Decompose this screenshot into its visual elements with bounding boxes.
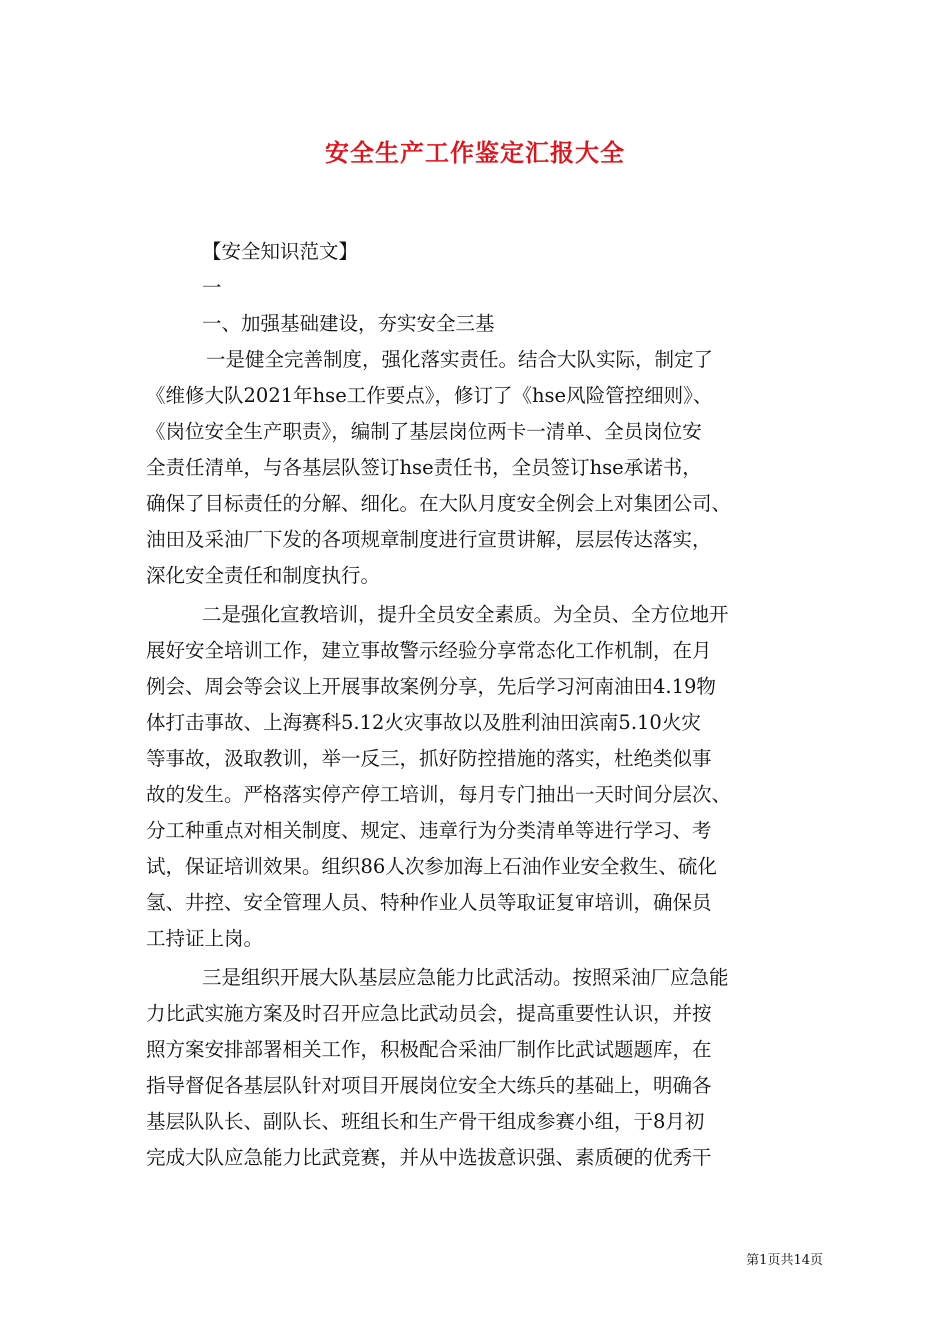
paragraph-line: 等事故，汲取教训，举一反三，抓好防控措施的落实，杜绝类似事 bbox=[146, 747, 712, 770]
document-body bbox=[146, 234, 810, 1176]
section-heading: 一、加强基础建设，夯实安全三基 bbox=[202, 312, 495, 335]
paragraph-line: 二是强化宣教培训，提升全员安全素质。为全员、全方位地开 bbox=[202, 603, 729, 626]
paragraph-line: 分工种重点对相关制度、规定、违章行为分类清单等进行学习、考 bbox=[146, 819, 712, 842]
paragraph-line: 照方案安排部署相关工作，积极配合采油厂制作比武试题题库，在 bbox=[146, 1038, 712, 1061]
paragraph-line: 三是组织开展大队基层应急能力比武活动。按照采油厂应急能 bbox=[202, 966, 729, 989]
paragraph-line: 试，保证培训效果。组织86人次参加海上石油作业安全救生、硫化 bbox=[146, 855, 717, 878]
paragraph-line: 基层队队长、副队长、班组长和生产骨干组成参赛小组，于8月初 bbox=[146, 1110, 705, 1133]
paragraph-line: 指导督促各基层队针对项目开展岗位安全大练兵的基础上，明确各 bbox=[146, 1074, 712, 1097]
paragraph-line: 例会、周会等会议上开展事故案例分享，先后学习河南油田4.19物 bbox=[146, 675, 716, 698]
paragraph-line: 体打击事故、上海赛科5.12火灾事故以及胜利油田滨南5.10火灾 bbox=[146, 711, 701, 734]
tag-line: 【安全知识范文】 bbox=[202, 240, 359, 263]
paragraph-line: 全责任清单，与各基层队签订hse责任书，全员签订hse承诺书， bbox=[146, 456, 702, 479]
paragraph-line: 力比武实施方案及时召开应急比武动员会，提高重要性认识，并按 bbox=[146, 1002, 712, 1025]
paragraph-1 bbox=[146, 342, 810, 594]
paragraph-2 bbox=[146, 597, 810, 957]
paragraph-line: 《维修大队2021年hse工作要点》，修订了《hse风险管控细则》、 bbox=[146, 384, 713, 407]
paragraph-line: 故的发生。严格落实停产停工培训，每月专门抽出一天时间分层次、 bbox=[146, 783, 732, 806]
paragraph-line: 确保了目标责任的分解、细化。在大队月度安全例会上对集团公司、 bbox=[146, 492, 732, 515]
paragraph-line: 工持证上岗。 bbox=[146, 927, 264, 950]
paragraph-line: 一是健全完善制度，强化落实责任。结合大队实际，制定了 bbox=[206, 348, 714, 371]
paragraph-line: 油田及采油厂下发的各项规章制度进行宣贯讲解，层层传达落实， bbox=[146, 528, 712, 551]
paragraph-line: 《岗位安全生产职责》，编制了基层岗位两卡一清单、全员岗位安 bbox=[146, 420, 702, 443]
paragraph-line: 氢、井控、安全管理人员、特种作业人员等取证复审培训，确保员 bbox=[146, 891, 712, 914]
document-title: 安全生产工作鉴定汇报大全 bbox=[325, 138, 625, 167]
numeral-line: 一 bbox=[202, 276, 222, 299]
paragraph-line: 深化安全责任和制度执行。 bbox=[146, 564, 381, 587]
page-number-footer: 第1页共14页 bbox=[746, 1253, 823, 1268]
paragraph-line: 完成大队应急能力比武竞赛，并从中选拔意识强、素质硬的优秀干 bbox=[146, 1146, 712, 1169]
paragraph-3 bbox=[146, 960, 810, 1176]
paragraph-line: 展好安全培训工作，建立事故警示经验分享常态化工作机制，在月 bbox=[146, 639, 712, 662]
